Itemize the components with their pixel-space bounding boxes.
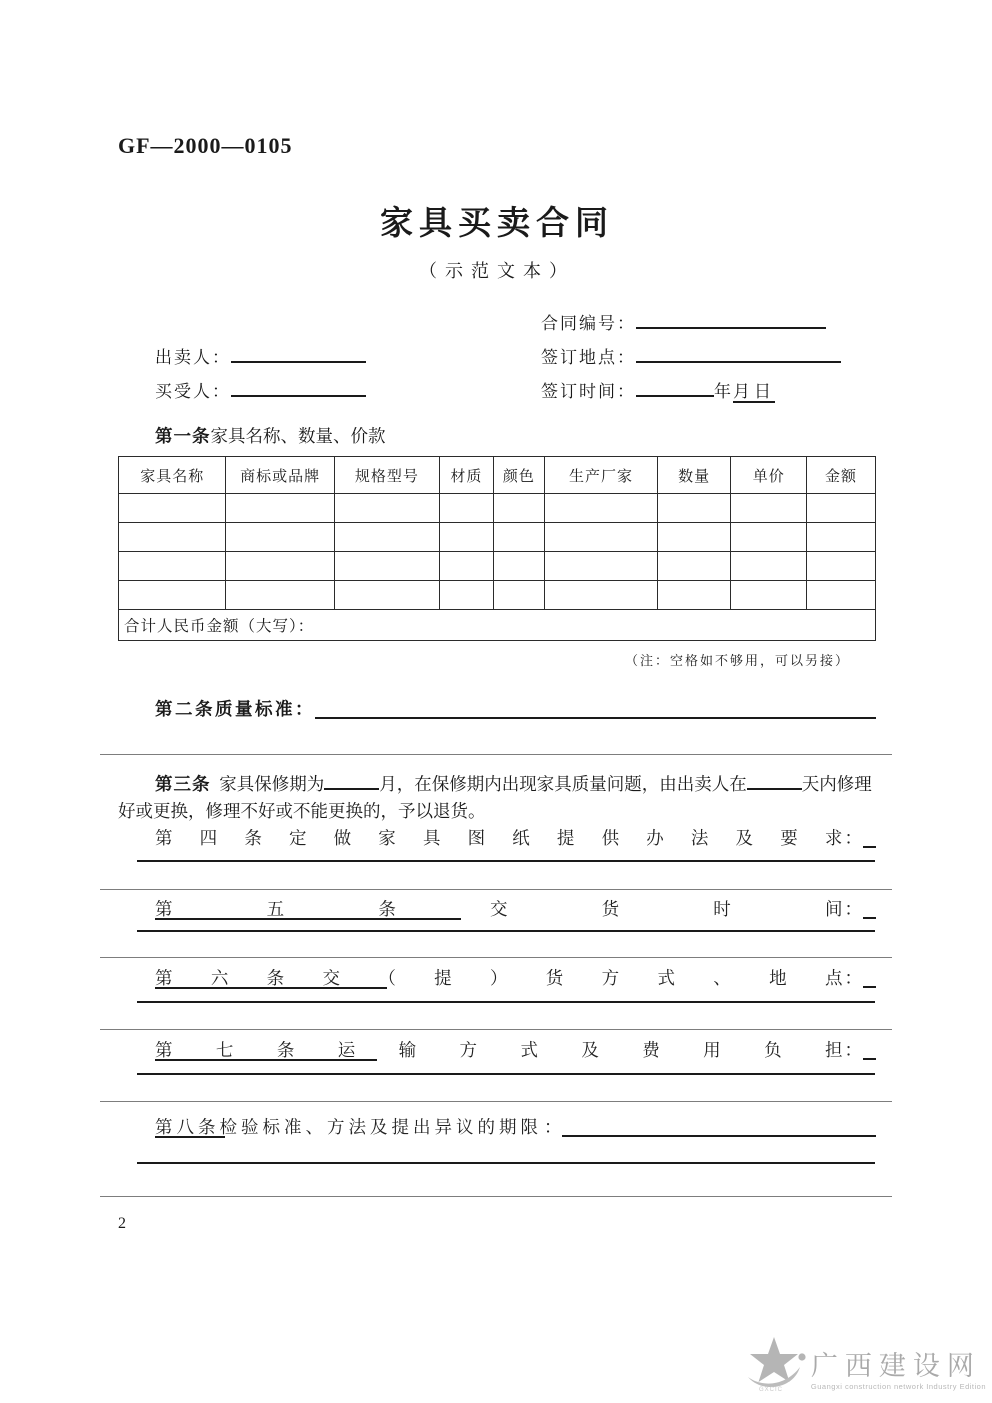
table-row bbox=[119, 552, 876, 581]
article5-blank bbox=[863, 917, 876, 919]
col-manufacturer: 生产厂家 bbox=[545, 457, 658, 494]
article5-colon: ： bbox=[844, 899, 862, 919]
document-code: GF—2000—0105 bbox=[118, 133, 293, 158]
empty-cell bbox=[493, 552, 544, 581]
contract-no-blank bbox=[636, 312, 826, 329]
empty-cell bbox=[439, 494, 493, 523]
empty-cell bbox=[439, 581, 493, 610]
sign-time-field bbox=[541, 375, 876, 409]
sign-time-label: 签订时间： bbox=[541, 382, 636, 401]
seller-blank bbox=[231, 346, 366, 363]
empty-cell bbox=[807, 552, 876, 581]
meta-row-seller-place bbox=[118, 341, 876, 375]
contract-no-label: 合同编号： bbox=[541, 314, 636, 333]
empty-cell bbox=[807, 494, 876, 523]
article1-number: 第一条 bbox=[155, 426, 211, 446]
col-furniture-name: 家具名称 bbox=[119, 457, 226, 494]
empty-cell bbox=[731, 581, 807, 610]
meta-row-buyer-time bbox=[118, 375, 876, 409]
empty-cell bbox=[731, 494, 807, 523]
article6-colon: ： bbox=[844, 968, 862, 988]
table-note: （注：空格如不够用，可以另接） bbox=[624, 653, 850, 668]
article7-heading-line bbox=[118, 1037, 876, 1063]
article1-heading bbox=[118, 423, 876, 448]
empty-cell bbox=[334, 552, 439, 581]
blank-rule bbox=[100, 1029, 892, 1030]
table-row bbox=[119, 581, 876, 610]
total-amount-label: 合计人民币金额（大写）： bbox=[119, 610, 876, 641]
article8-heading-line bbox=[118, 1114, 876, 1140]
article4-colon: ： bbox=[844, 828, 862, 848]
article4-blank bbox=[863, 846, 876, 848]
header-fields bbox=[118, 307, 876, 409]
article1-title: 家具名称、数量、价款 bbox=[210, 426, 386, 446]
repair-days-blank bbox=[747, 773, 802, 790]
furniture-table bbox=[118, 456, 876, 641]
blank-rule bbox=[100, 1101, 892, 1102]
article5-heading: 第 五 条 交 货 时 间 bbox=[155, 899, 843, 919]
table-footer-row bbox=[119, 610, 876, 641]
article5-underline bbox=[155, 918, 461, 920]
col-brand: 商标或品牌 bbox=[226, 457, 334, 494]
article5-heading-line bbox=[118, 896, 876, 922]
sign-place-blank bbox=[636, 346, 841, 363]
article7-underline bbox=[155, 1059, 377, 1061]
fill-in-line bbox=[137, 1073, 875, 1075]
empty-cell bbox=[119, 494, 226, 523]
empty-cell bbox=[731, 552, 807, 581]
page-number: 2 bbox=[118, 1215, 126, 1232]
star-logo-icon bbox=[741, 1335, 807, 1395]
watermark-text bbox=[811, 1352, 986, 1395]
article2-blank-line bbox=[315, 717, 876, 719]
page-content bbox=[118, 0, 876, 1233]
page-subtitle: （示范文本） bbox=[419, 261, 575, 281]
col-amount: 金额 bbox=[807, 457, 876, 494]
empty-cell bbox=[226, 581, 334, 610]
article2-heading-line bbox=[118, 697, 876, 721]
empty-cell bbox=[334, 523, 439, 552]
buyer-blank bbox=[231, 380, 366, 397]
table-row bbox=[119, 523, 876, 552]
col-material: 材质 bbox=[439, 457, 493, 494]
month-day-label: 月日 bbox=[733, 382, 775, 401]
warranty-months-blank bbox=[324, 773, 379, 790]
empty-cell bbox=[439, 523, 493, 552]
site-tagline: Guangxi construction network Industry Edition bbox=[810, 1382, 986, 1391]
empty-cell bbox=[119, 581, 226, 610]
blank-rule bbox=[100, 1196, 892, 1197]
year-label: 年 bbox=[714, 382, 733, 401]
article6-heading: 第 六 条 交 （ 提 ） 货 方 式 、 地 点 bbox=[155, 968, 843, 988]
empty-cell bbox=[545, 552, 658, 581]
article7-colon: ： bbox=[844, 1040, 862, 1060]
blank-rule bbox=[100, 889, 892, 890]
empty-cell bbox=[493, 523, 544, 552]
seller-field bbox=[118, 341, 541, 375]
empty-cell bbox=[439, 552, 493, 581]
buyer-label: 买受人： bbox=[155, 382, 231, 401]
blank-rule bbox=[100, 957, 892, 958]
empty-cell bbox=[807, 581, 876, 610]
site-name: 广西建设网 bbox=[810, 1351, 981, 1381]
article8-heading: 第八条检验标准、方法及提出异议的期限 bbox=[155, 1117, 542, 1137]
article7-blank bbox=[863, 1058, 876, 1060]
empty-cell bbox=[493, 494, 544, 523]
article3-text-3: 天内修理好或更换，修理不好或不能更换的，予以退货。 bbox=[118, 774, 872, 821]
contract-no-field bbox=[541, 307, 876, 341]
fill-in-line bbox=[137, 860, 875, 862]
article3-paragraph bbox=[118, 771, 876, 825]
article6-heading-line bbox=[118, 965, 876, 991]
logo-small-text: GXCIC bbox=[758, 1387, 783, 1393]
blank-rule bbox=[100, 754, 892, 755]
seller-label: 出卖人： bbox=[155, 348, 231, 367]
article6-blank bbox=[863, 986, 876, 988]
page-title: 家具买卖合同 bbox=[380, 206, 614, 242]
empty-cell bbox=[226, 552, 334, 581]
empty-cell bbox=[657, 552, 730, 581]
meta-row-contract-no bbox=[118, 307, 876, 341]
article4-heading: 第 四 条 定 做 家 具 图 纸 提 供 办 法 及 要 求 bbox=[155, 828, 843, 848]
table-row bbox=[119, 494, 876, 523]
empty-cell bbox=[657, 523, 730, 552]
table-header-row bbox=[119, 457, 876, 494]
sign-place-field bbox=[541, 341, 876, 375]
buyer-field bbox=[118, 375, 541, 409]
sign-place-label: 签订地点： bbox=[541, 348, 636, 367]
empty-cell bbox=[731, 523, 807, 552]
empty-cell bbox=[807, 523, 876, 552]
article7-heading: 第 七 条 运 输 方 式 及 费 用 负 担 bbox=[155, 1040, 843, 1060]
article3-text-2: 月，在保修期内出现家具质量问题，由出卖人在 bbox=[379, 774, 747, 794]
article2-heading: 第二条质量标准： bbox=[155, 699, 315, 719]
empty-cell bbox=[545, 523, 658, 552]
empty-cell bbox=[226, 494, 334, 523]
meta-left-spacer bbox=[118, 307, 541, 341]
article3-text-1: 家具保修期为 bbox=[219, 774, 325, 794]
fill-in-line bbox=[137, 1162, 875, 1164]
empty-cell bbox=[657, 581, 730, 610]
sign-time-blank bbox=[636, 380, 714, 397]
site-watermark bbox=[741, 1335, 986, 1395]
empty-cell bbox=[545, 581, 658, 610]
empty-cell bbox=[119, 523, 226, 552]
col-unit-price: 单价 bbox=[731, 457, 807, 494]
article8-blank bbox=[562, 1135, 877, 1137]
col-color: 颜色 bbox=[493, 457, 544, 494]
empty-cell bbox=[657, 494, 730, 523]
col-quantity: 数量 bbox=[657, 457, 730, 494]
empty-cell bbox=[334, 494, 439, 523]
empty-cell bbox=[226, 523, 334, 552]
col-model: 规格型号 bbox=[334, 457, 439, 494]
article4-heading-line bbox=[118, 825, 876, 851]
fill-in-line bbox=[137, 930, 875, 932]
fill-in-line bbox=[137, 1001, 875, 1003]
article6-underline bbox=[155, 987, 387, 989]
empty-cell bbox=[119, 552, 226, 581]
empty-cell bbox=[493, 581, 544, 610]
empty-cell bbox=[334, 581, 439, 610]
article8-colon: ： bbox=[544, 1117, 562, 1137]
empty-cell bbox=[545, 494, 658, 523]
article3-number: 第三条 bbox=[155, 774, 211, 794]
article8-underline bbox=[155, 1136, 225, 1138]
